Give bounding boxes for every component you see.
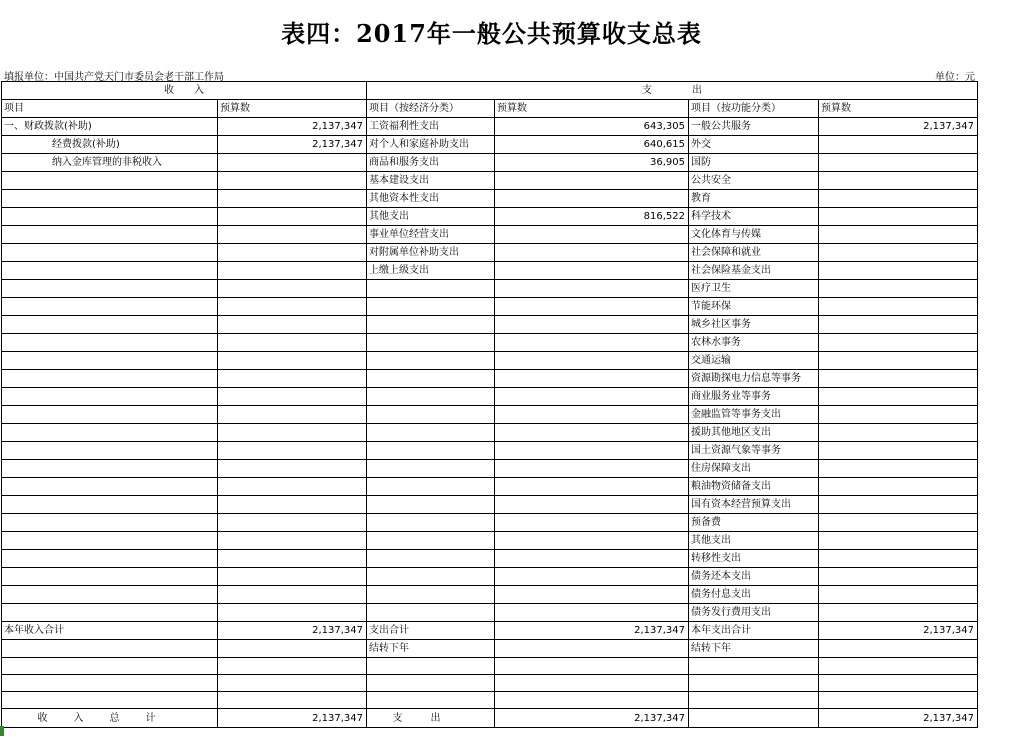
empty-cell (819, 692, 978, 709)
econ-value (495, 406, 689, 424)
blank-row (2, 675, 978, 692)
table-row (2, 316, 978, 334)
income-value (218, 154, 367, 172)
income-value (218, 262, 367, 280)
income-value (218, 316, 367, 334)
grand-total-expense-label: 支出 (367, 709, 495, 728)
income-value (218, 586, 367, 604)
empty-cell (689, 658, 819, 675)
func-value (819, 244, 978, 262)
econ-value (495, 442, 689, 460)
income-value (218, 568, 367, 586)
func-item: 医疗卫生 (689, 280, 819, 298)
econ-value (495, 424, 689, 442)
income-value (218, 406, 367, 424)
func-item: 金融监管等事务支出 (689, 406, 819, 424)
empty-cell (495, 692, 689, 709)
income-item: 经费拨款(补助) (2, 136, 218, 154)
func-value (819, 478, 978, 496)
func-value (819, 190, 978, 208)
empty-cell (495, 658, 689, 675)
col-header-item: 项目 (2, 100, 218, 118)
income-item (2, 244, 218, 262)
econ-value: 640,615 (495, 136, 689, 154)
econ-value (495, 388, 689, 406)
income-item (2, 208, 218, 226)
empty-cell (2, 640, 218, 658)
reporting-unit: 填报单位：中国共产党天门市委员会老干部工作局 (4, 72, 224, 83)
empty-cell (218, 658, 367, 675)
econ-value (495, 172, 689, 190)
econ-item (367, 514, 495, 532)
econ-value (495, 550, 689, 568)
econ-item (367, 496, 495, 514)
income-item (2, 424, 218, 442)
income-item: 一、财政拨款(补助) (2, 118, 218, 136)
func-value (819, 460, 978, 478)
income-value (218, 298, 367, 316)
func-total-value: 2,137,347 (819, 622, 978, 640)
income-value (218, 280, 367, 298)
func-item: 粮油物资储备支出 (689, 478, 819, 496)
table-row (2, 604, 978, 622)
empty-cell (689, 675, 819, 692)
section-header-row (2, 82, 978, 100)
func-item: 债务还本支出 (689, 568, 819, 586)
econ-item: 对附属单位补助支出 (367, 244, 495, 262)
func-total-label: 本年支出合计 (689, 622, 819, 640)
empty-cell (2, 658, 218, 675)
income-value (218, 190, 367, 208)
income-value (218, 514, 367, 532)
income-item (2, 514, 218, 532)
table-row (2, 262, 978, 280)
grand-total-expense-value: 2,137,347 (495, 709, 689, 728)
empty-cell (819, 675, 978, 692)
income-item (2, 190, 218, 208)
econ-item (367, 352, 495, 370)
income-item (2, 550, 218, 568)
func-item: 城乡社区事务 (689, 316, 819, 334)
econ-item: 基本建设支出 (367, 172, 495, 190)
func-item: 社会保险基金支出 (689, 262, 819, 280)
econ-value: 816,522 (495, 208, 689, 226)
income-value (218, 334, 367, 352)
table-row (2, 118, 978, 136)
budget-table (1, 81, 978, 728)
income-item (2, 226, 218, 244)
income-value (218, 352, 367, 370)
table-row (2, 568, 978, 586)
func-value (819, 586, 978, 604)
income-value (218, 460, 367, 478)
econ-value (495, 244, 689, 262)
func-item: 其他支出 (689, 532, 819, 550)
empty-cell (367, 658, 495, 675)
empty-cell (218, 675, 367, 692)
table-row (2, 478, 978, 496)
table-row (2, 388, 978, 406)
income-section-header: 收 入 (2, 82, 367, 100)
summary-row (2, 622, 978, 640)
col-header-budget-econ: 预算数 (495, 100, 689, 118)
expense-section-header: 支 出 (367, 82, 978, 100)
econ-value (495, 334, 689, 352)
income-total-label: 本年收入合计 (2, 622, 218, 640)
table-row (2, 334, 978, 352)
func-item: 公共安全 (689, 172, 819, 190)
func-item: 国有资本经营预算支出 (689, 496, 819, 514)
grand-total-func-value: 2,137,347 (819, 709, 978, 728)
table-row (2, 226, 978, 244)
income-value (218, 496, 367, 514)
income-value: 2,137,347 (218, 118, 367, 136)
grand-total-row (2, 709, 978, 728)
table-row (2, 514, 978, 532)
table-row (2, 136, 978, 154)
econ-item: 上缴上级支出 (367, 262, 495, 280)
func-value (819, 280, 978, 298)
func-value (819, 424, 978, 442)
empty-cell (495, 675, 689, 692)
func-value (819, 550, 978, 568)
func-item: 援助其他地区支出 (689, 424, 819, 442)
econ-item (367, 460, 495, 478)
income-item (2, 586, 218, 604)
carry-forward-row (2, 640, 978, 658)
func-value (819, 514, 978, 532)
income-item (2, 532, 218, 550)
func-item: 住房保障支出 (689, 460, 819, 478)
econ-value (495, 496, 689, 514)
table-row (2, 586, 978, 604)
econ-value: 36,905 (495, 154, 689, 172)
page-title: 表四：2017年一般公共预算收支总表 (281, 19, 702, 48)
income-value (218, 172, 367, 190)
empty-cell (495, 640, 689, 658)
func-item: 文化体育与传媒 (689, 226, 819, 244)
blank-row (2, 692, 978, 709)
blank-row (2, 658, 978, 675)
func-item: 农林水事务 (689, 334, 819, 352)
func-value (819, 532, 978, 550)
col-header-item-econ: 项目（按经济分类） (367, 100, 495, 118)
empty-cell (2, 692, 218, 709)
empty-cell (2, 675, 218, 692)
income-item (2, 604, 218, 622)
func-value (819, 406, 978, 424)
econ-item (367, 370, 495, 388)
econ-item (367, 478, 495, 496)
empty-cell (819, 640, 978, 658)
econ-value (495, 532, 689, 550)
econ-item: 商品和服务支出 (367, 154, 495, 172)
econ-item: 其他支出 (367, 208, 495, 226)
func-item: 资源勘探电力信息等事务 (689, 370, 819, 388)
income-value (218, 424, 367, 442)
income-value (218, 550, 367, 568)
table-row (2, 352, 978, 370)
econ-item (367, 442, 495, 460)
income-total-value: 2,137,347 (218, 622, 367, 640)
col-header-budget-func: 预算数 (819, 100, 978, 118)
column-header-row (2, 100, 978, 118)
func-item: 节能环保 (689, 298, 819, 316)
expense-total-label: 支出合计 (367, 622, 495, 640)
func-value (819, 262, 978, 280)
table-row (2, 208, 978, 226)
func-item: 债务付息支出 (689, 586, 819, 604)
income-value (218, 442, 367, 460)
func-item: 商业服务业等事务 (689, 388, 819, 406)
table-row (2, 370, 978, 388)
income-item (2, 496, 218, 514)
income-item (2, 316, 218, 334)
sheet-corner-marker (0, 726, 4, 736)
func-value (819, 136, 978, 154)
func-item: 预备费 (689, 514, 819, 532)
econ-value (495, 604, 689, 622)
table-row (2, 244, 978, 262)
func-item: 转移性支出 (689, 550, 819, 568)
income-item (2, 352, 218, 370)
func-value: 2,137,347 (819, 118, 978, 136)
econ-value: 643,305 (495, 118, 689, 136)
table-row (2, 532, 978, 550)
func-value (819, 226, 978, 244)
func-item: 外交 (689, 136, 819, 154)
econ-value (495, 460, 689, 478)
econ-item (367, 388, 495, 406)
table-row (2, 496, 978, 514)
empty-cell (218, 640, 367, 658)
econ-item (367, 334, 495, 352)
econ-item (367, 568, 495, 586)
income-item (2, 388, 218, 406)
income-item (2, 298, 218, 316)
econ-item (367, 532, 495, 550)
currency-unit: 单位：元 (935, 72, 975, 83)
econ-item (367, 586, 495, 604)
func-item: 债务发行费用支出 (689, 604, 819, 622)
func-value (819, 298, 978, 316)
func-item: 交通运输 (689, 352, 819, 370)
econ-item (367, 316, 495, 334)
func-value (819, 154, 978, 172)
econ-item (367, 604, 495, 622)
income-value (218, 244, 367, 262)
func-value (819, 334, 978, 352)
econ-value (495, 226, 689, 244)
func-value (819, 370, 978, 388)
table-row (2, 298, 978, 316)
table-row (2, 280, 978, 298)
func-value (819, 316, 978, 334)
func-item: 国防 (689, 154, 819, 172)
econ-value (495, 190, 689, 208)
econ-value (495, 298, 689, 316)
income-item (2, 334, 218, 352)
income-value (218, 370, 367, 388)
table-row (2, 172, 978, 190)
func-value (819, 496, 978, 514)
econ-value (495, 262, 689, 280)
income-item (2, 442, 218, 460)
func-item: 一般公共服务 (689, 118, 819, 136)
func-value (819, 172, 978, 190)
econ-value (495, 514, 689, 532)
table-row (2, 154, 978, 172)
econ-item: 对个人和家庭补助支出 (367, 136, 495, 154)
grand-total-income-label: 收入总计 (2, 709, 218, 728)
empty-cell (367, 692, 495, 709)
income-value (218, 226, 367, 244)
income-value (218, 478, 367, 496)
table-row (2, 406, 978, 424)
col-header-budget: 预算数 (218, 100, 367, 118)
func-item: 国土资源气象等事务 (689, 442, 819, 460)
income-value (218, 604, 367, 622)
func-value (819, 352, 978, 370)
econ-item (367, 280, 495, 298)
func-value (819, 208, 978, 226)
func-value (819, 442, 978, 460)
expense-total-value: 2,137,347 (495, 622, 689, 640)
income-value (218, 388, 367, 406)
income-item (2, 172, 218, 190)
econ-item (367, 550, 495, 568)
econ-item: 工资福利性支出 (367, 118, 495, 136)
empty-cell (367, 675, 495, 692)
table-row (2, 442, 978, 460)
econ-value (495, 370, 689, 388)
func-value (819, 604, 978, 622)
carry-forward-func-label: 结转下年 (689, 640, 819, 658)
econ-value (495, 352, 689, 370)
income-item (2, 280, 218, 298)
econ-item (367, 298, 495, 316)
income-item (2, 460, 218, 478)
econ-item: 事业单位经营支出 (367, 226, 495, 244)
income-value (218, 532, 367, 550)
func-item: 科学技术 (689, 208, 819, 226)
carry-forward-label: 结转下年 (367, 640, 495, 658)
econ-item (367, 424, 495, 442)
income-item (2, 406, 218, 424)
func-value (819, 568, 978, 586)
income-item (2, 568, 218, 586)
func-item: 社会保障和就业 (689, 244, 819, 262)
table-row (2, 550, 978, 568)
col-header-item-func: 项目（按功能分类） (689, 100, 819, 118)
econ-value (495, 568, 689, 586)
table-row (2, 460, 978, 478)
grand-total-income-value: 2,137,347 (218, 709, 367, 728)
econ-value (495, 316, 689, 334)
income-value (218, 208, 367, 226)
econ-value (495, 280, 689, 298)
income-item: 纳入金库管理的非税收入 (2, 154, 218, 172)
func-value (819, 388, 978, 406)
econ-value (495, 586, 689, 604)
income-value: 2,137,347 (218, 136, 367, 154)
income-item (2, 370, 218, 388)
econ-item: 其他资本性支出 (367, 190, 495, 208)
table-row (2, 424, 978, 442)
income-item (2, 478, 218, 496)
econ-item (367, 406, 495, 424)
func-item: 教育 (689, 190, 819, 208)
empty-cell (689, 709, 819, 728)
empty-cell (218, 692, 367, 709)
income-item (2, 262, 218, 280)
table-row (2, 190, 978, 208)
empty-cell (819, 658, 978, 675)
econ-value (495, 478, 689, 496)
empty-cell (689, 692, 819, 709)
